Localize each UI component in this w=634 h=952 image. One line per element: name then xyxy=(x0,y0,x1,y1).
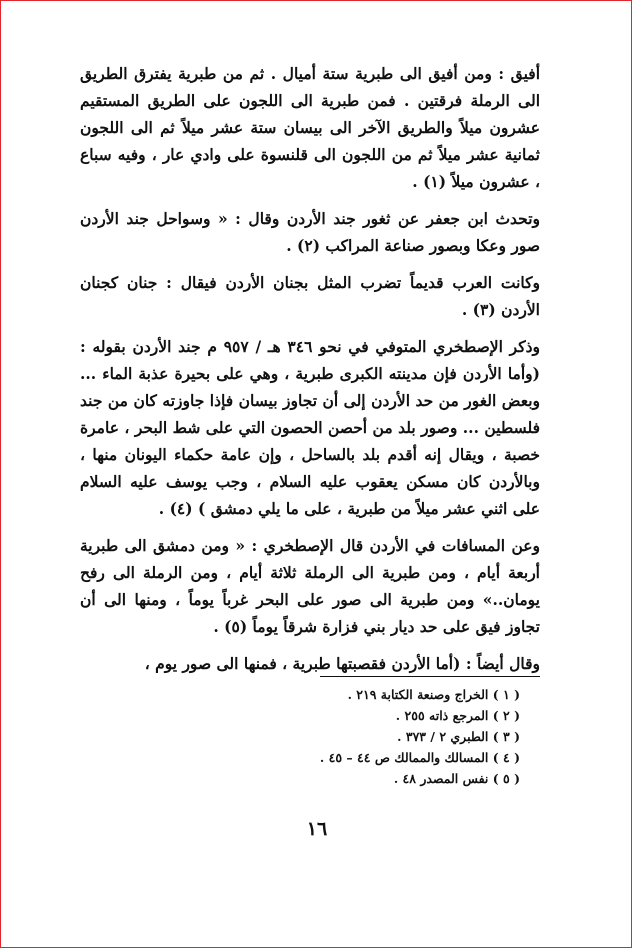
footnote-5: ( ٥ ) نفس المصدر ٤٨ . xyxy=(393,771,520,786)
footnote-divider xyxy=(320,676,540,677)
footnote-1: ( ١ ) الخراج وصنعة الكتابة ٢١٩ . xyxy=(347,687,520,702)
footnote-3: ( ٣ ) الطبري ٢ / ٣٧٣ . xyxy=(397,729,520,744)
paragraph-5: وعن المسافات في الأردن قال الإصطخري : « ومن دمشق الى طبرية أربعة أيام ، ومن طبرية الى الرملة ثلاثة أيام ، ومن الرملة الى رفح يومان..» ومن طبرية الى صور على البحر غرباً يوماً ، ومنها الى أن تجاوز فيق على حد ديار بني فزارة شرقاً يوماً (٥) . xyxy=(80,536,540,636)
paragraph-2: وتحدث ابن جعفر عن ثغور جند الأردن وقال : « وسواحل جند الأردن صور وعكا وبصور صناعة المراكب (٢) . xyxy=(80,209,540,255)
page-number: ١٦ xyxy=(306,818,328,840)
footnote-4: ( ٤ ) المسالك والممالك ص ٤٤ – ٤٥ . xyxy=(319,750,520,765)
paragraph-6: وقال أيضاً : (أما الأردن فقصبتها طبرية ، فمنها الى صور يوم ، xyxy=(144,654,540,673)
footnotes xyxy=(290,684,520,789)
paragraph-4: وذكر الإصطخري المتوفي في نحو ٣٤٦ هـ / ٩٥٧ م جند الأردن بقوله : (وأما الأردن فإن مدينته الكبرى طبرية ، وهي على بحيرة عذبة الماء ... وبعض الغور من حد الأردن إلى أن تجاوز بيسان فإذا جاوزته كان من جند فلسطين ... وصور بلد من أحصن الحصون التي على شط البحر ، عامرة خصبة ، ويقال إنه أقدم بلد بالساحل ، وإن عامة حكماء اليونان منها ، وبالأردن كان مسكن يعقوب عليه السلام ، وجب يوسف عليه السلام على اثني عشر ميلاً من طبرية ، على ما يلي دمشق ) (٤) . xyxy=(80,337,540,518)
paragraph-1: أفيق : ومن أفيق الى طبرية ستة أميال . ثم من طبرية يفترق الطريق الى الرملة فرقتين . فمن طبرية الى اللجون على الطريق المستقيم عشرون ميلاً والطريق الآخر الى بيسان ستة عشر ميلاً ثم الى اللجون ثمانية عشر ميلاً ثم من اللجون الى قلنسوة على وادي عار ، وفيه سباع ، عشرون ميلاً (١) . xyxy=(80,64,540,191)
paragraph-3: وكانت العرب قديماً تضرب المثل بجنان الأردن فيقال : جنان كجنان الأردن (٣) . xyxy=(80,273,540,319)
footnote-2: ( ٢ ) المرجع ذاته ٢٥٥ . xyxy=(395,708,520,723)
page-body xyxy=(80,60,540,677)
